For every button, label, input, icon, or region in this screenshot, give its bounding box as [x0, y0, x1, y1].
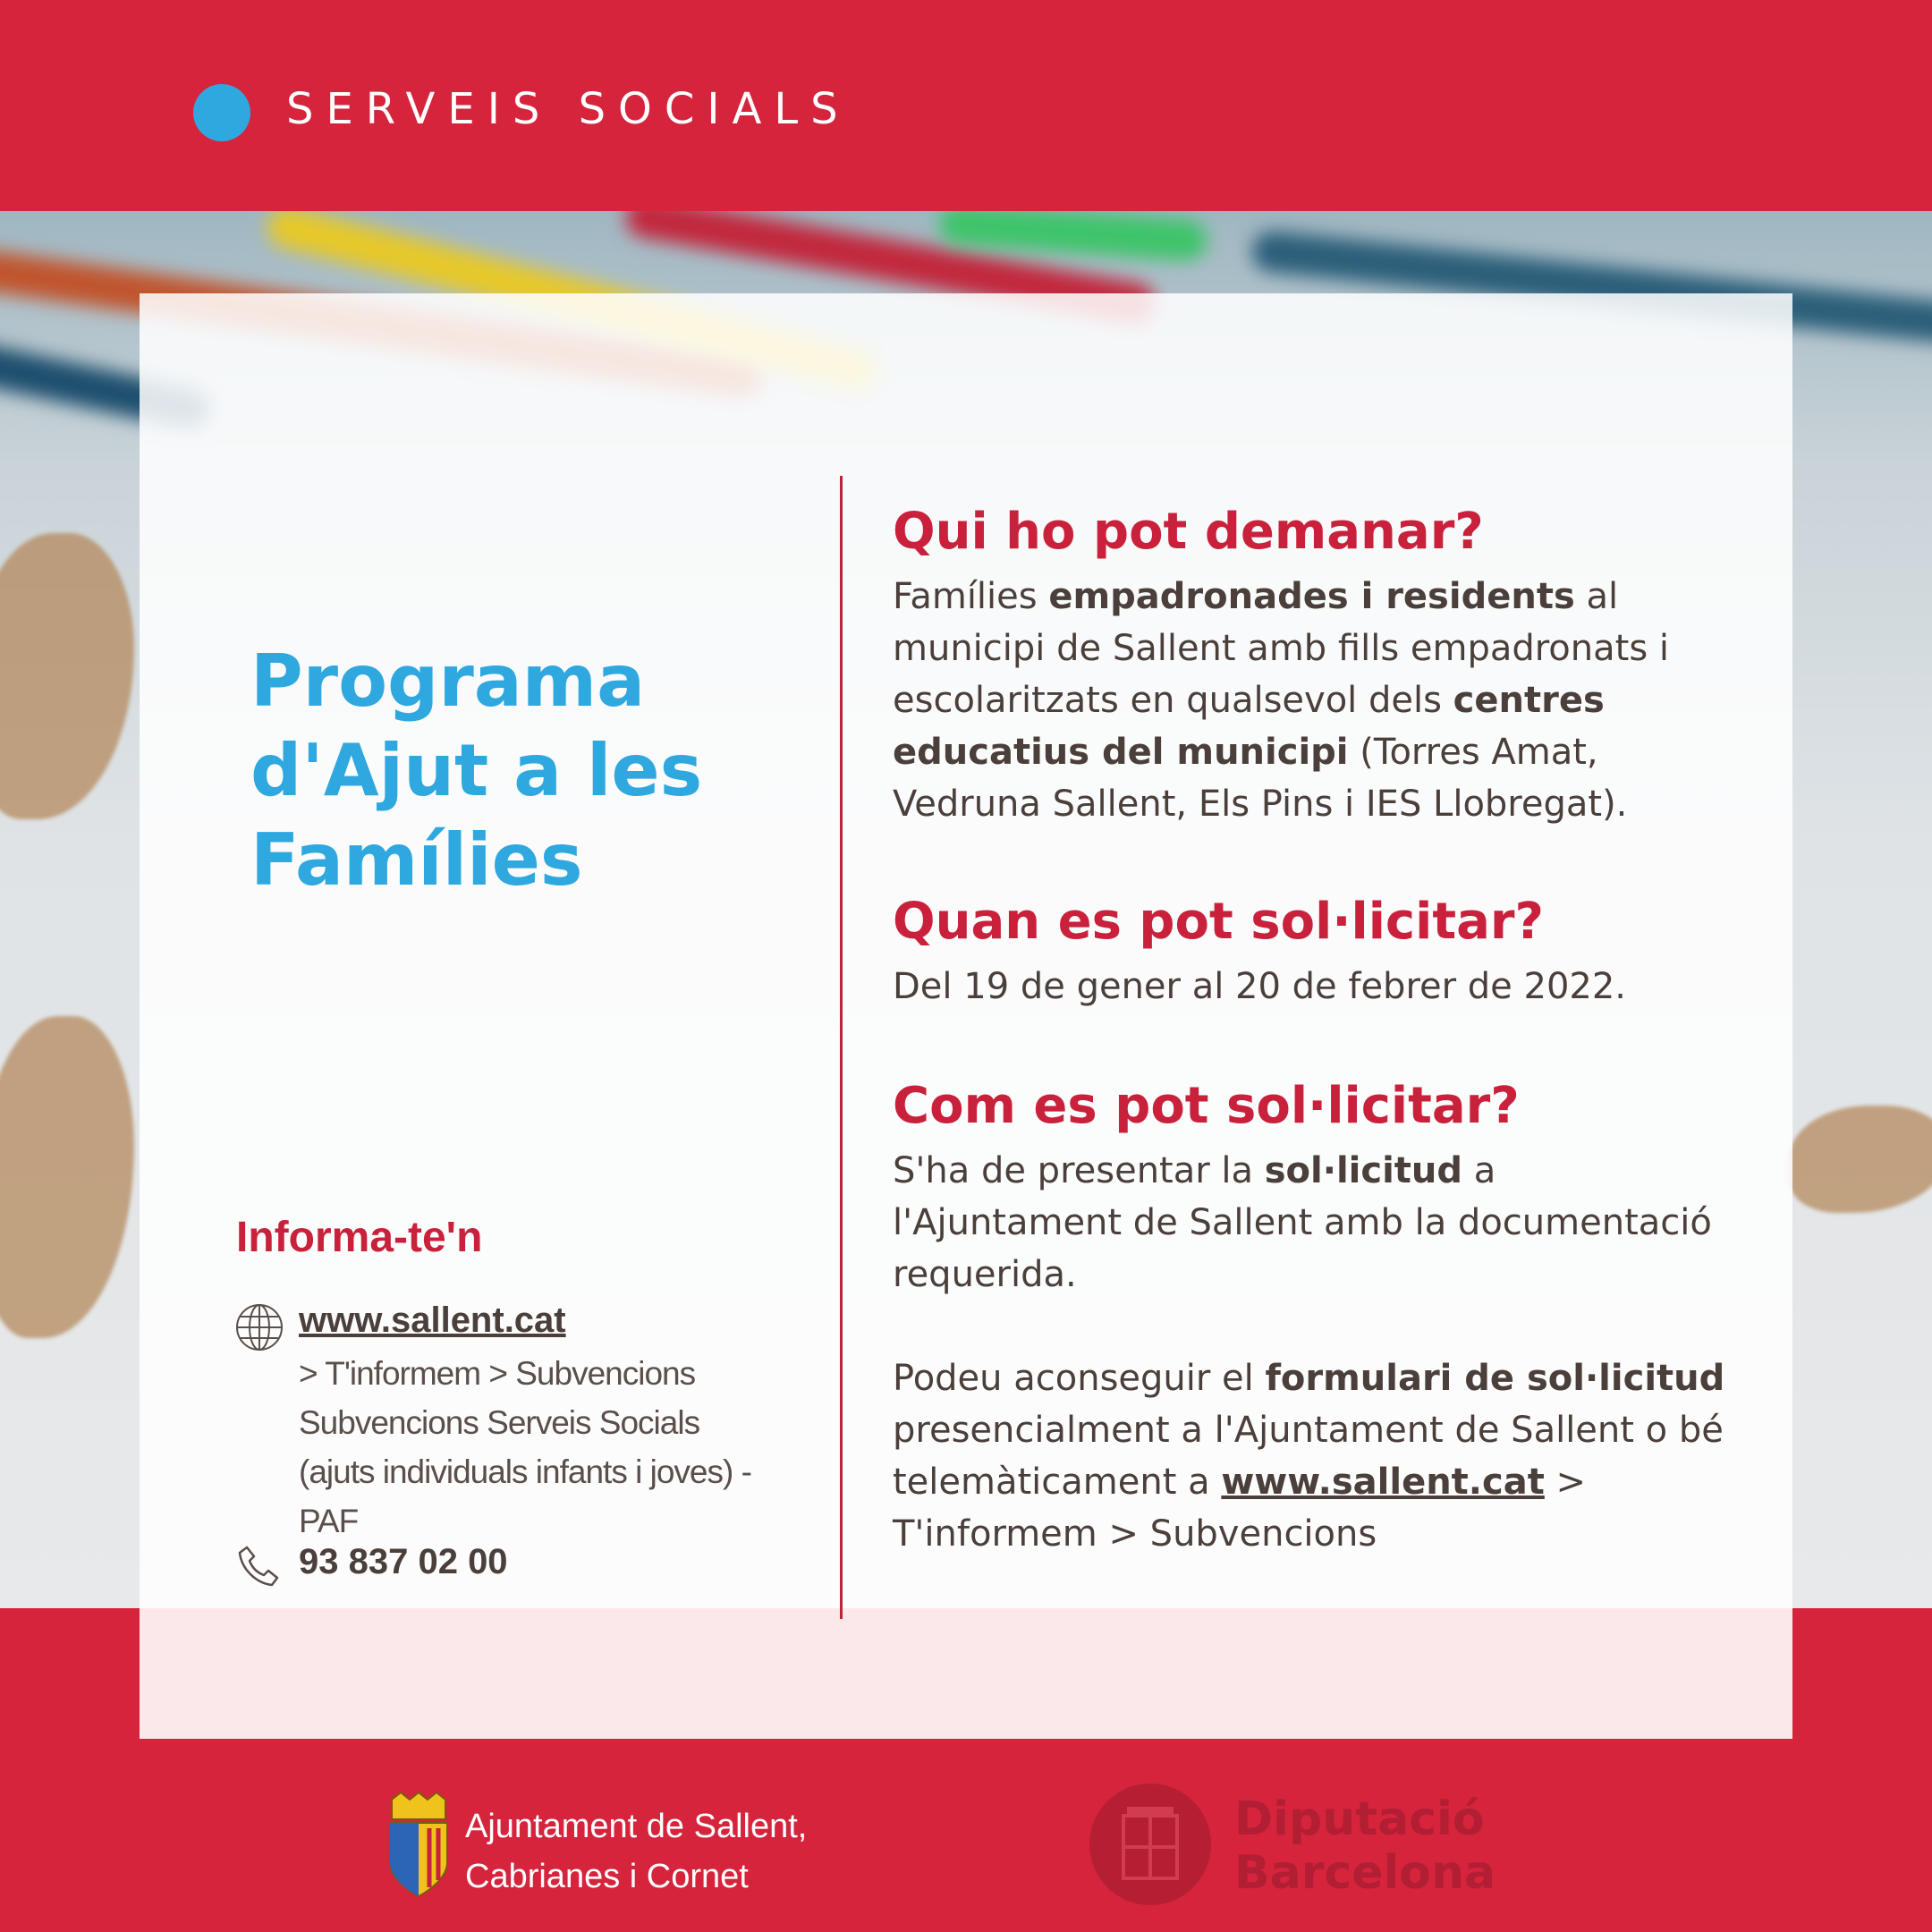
panel-footer-strip — [140, 1608, 1792, 1739]
question-how: Com es pot sol·licitar? — [893, 1077, 1520, 1135]
ajuntament-line: Ajuntament de Sallent, — [465, 1808, 808, 1845]
website-path — [299, 1349, 800, 1546]
ajuntament-coat-of-arms-icon — [383, 1792, 454, 1900]
header-bar — [0, 0, 1932, 211]
question-who: Qui ho pot demanar? — [893, 503, 1484, 561]
globe-icon — [234, 1302, 284, 1352]
ajuntament-line: Cabrianes i Cornet — [465, 1858, 749, 1895]
answer-when: Del 19 de gener al 20 de febrer de 2022. — [893, 966, 1626, 1007]
diputacio-line: Diputació — [1234, 1792, 1485, 1846]
inline-website-link[interactable]: www.sallent.cat — [1221, 1462, 1545, 1503]
answer-how-form: Podeu aconseguir el formulari de sol·licitud presencialment a l'Ajuntament de Sallent o bé telemàticament a www.sallent.cat > T'informem > Subvencions — [893, 1358, 1725, 1555]
program-title-line: Famílies — [250, 818, 583, 902]
blue-dot-icon — [193, 84, 250, 141]
phone-icon — [236, 1544, 281, 1589]
answer-who: Famílies empadronades i residents al municipi de Sallent amb fills empadronats i escolaritzats en qualsevol dels centres educatius del municipi (Torres Amat, Vedruna Sallent, Els Pins i IES Llobregat). — [893, 576, 1669, 825]
program-title-line: d'Ajut a les — [250, 729, 703, 812]
diputacio-logo-text — [1234, 1792, 1496, 1900]
path-line: (ajuts individuals infants i joves) - PAF — [299, 1453, 751, 1539]
path-line: Subvencions Serveis Socials — [299, 1404, 700, 1441]
diputacio-line: Barcelona — [1234, 1846, 1496, 1900]
diputacio-logo-icon — [1089, 1784, 1211, 1905]
phone-number[interactable]: 93 837 02 00 — [299, 1542, 508, 1581]
info-heading: Informa-te'n — [236, 1214, 483, 1261]
answer-how: S'ha de presentar la sol·licitud a l'Ajuntament de Sallent amb la documentació requerida. — [893, 1150, 1712, 1295]
program-title — [250, 637, 787, 905]
ajuntament-logo-text — [465, 1801, 807, 1902]
website-link[interactable]: www.sallent.cat — [299, 1301, 566, 1340]
header-title: SERVEIS SOCIALS — [286, 84, 851, 134]
question-when: Quan es pot sol·licitar? — [893, 893, 1544, 951]
vertical-divider — [840, 476, 843, 1619]
path-line: > T'informem > Subvencions — [299, 1355, 696, 1392]
program-title-line: Programa — [250, 640, 646, 723]
